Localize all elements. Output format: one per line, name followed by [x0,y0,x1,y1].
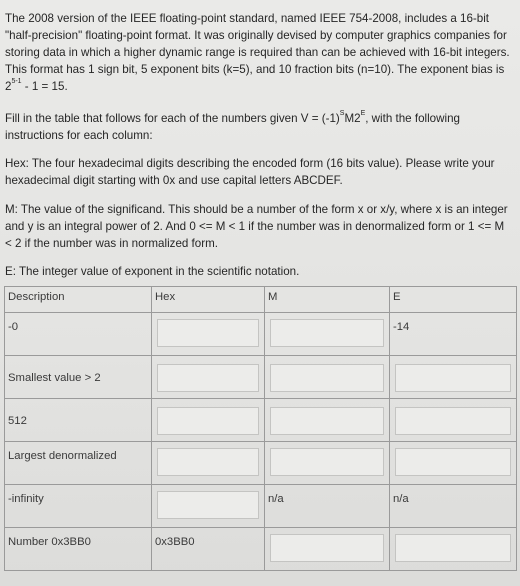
hex-cell[interactable] [152,356,265,399]
m-cell[interactable] [265,442,390,485]
e-input[interactable] [395,364,511,392]
e-input[interactable] [395,534,511,562]
e-input[interactable] [395,448,511,476]
intro-exponent: 5-1 [11,78,22,85]
description-text: Largest denormalized [8,450,117,462]
e-value: n/a [393,493,409,505]
e-cell [390,313,517,356]
description-cell [5,485,152,528]
table-row [5,313,517,356]
m-cell[interactable] [265,313,390,356]
fill-instruction [5,110,510,144]
hex-cell[interactable] [152,399,265,442]
e-input[interactable] [395,407,511,435]
fill-text: Fill in the table that follows for each of the numbers given V = (-1) [5,112,340,125]
table-row [5,356,517,399]
description-cell [5,313,152,356]
description-text: Smallest value > 2 [8,372,101,384]
exponent-superscript: E [360,110,366,117]
intro-text: The 2008 version of the IEEE floating-point standard, named IEEE 754-2008, includes a 16-bit "half-precision" floating-point format. It was originally devised by computer graphics companies for storing data in which a higher dynamic range is required than can be achieved with 16-bit integers. This format has 1 sign bit, 5 exponent bits (k=5), and 10 fraction bits (n=10). The exponent bias is 2 [5,12,510,93]
sign-superscript: S [339,110,345,117]
header-m: M [265,287,390,313]
table-row [5,399,517,442]
fill-text-mid: M2 [344,112,361,125]
fill-text-end: , with the following instructions for each column: [5,112,460,142]
e-instruction: E: The integer value of exponent in the scientific notation. [5,265,300,278]
hex-input[interactable] [157,448,259,476]
description-cell [5,528,152,571]
table-row [5,442,517,485]
e-cell[interactable] [390,356,517,399]
description-text: -0 [8,321,19,333]
hex-cell [152,528,265,571]
header-hex: Hex [152,287,265,313]
e-cell[interactable] [390,528,517,571]
m-input[interactable] [270,319,384,347]
m-cell[interactable] [265,528,390,571]
hex-instruction: Hex: The four hexadecimal digits describing the encoded form (16 bits value). Please write your hexadecimal digit starting with 0x and use capital letters ABCDEF. [5,157,495,187]
m-input[interactable] [270,364,384,392]
intro-paragraph [5,10,510,95]
table-row [5,485,517,528]
description-text: Number 0x3BB0 [8,536,91,548]
e-cell[interactable] [390,399,517,442]
description-cell [5,356,152,399]
hex-cell[interactable] [152,313,265,356]
e-value: -14 [393,321,410,333]
intro-text-end: - 1 = 15. [21,80,68,93]
hex-input[interactable] [157,407,259,435]
m-input[interactable] [270,534,384,562]
hex-input[interactable] [157,319,259,347]
header-e: E [390,287,517,313]
hex-cell[interactable] [152,442,265,485]
description-cell [5,399,152,442]
hex-value: 0x3BB0 [155,536,195,548]
m-cell [265,485,390,528]
description-text: -infinity [8,493,44,505]
m-instruction: M: The value of the significand. This should be a number of the form x or x/y, where x is an integer and y is an integral power of 2. And 0 <= M < 1 if the number was in denormalized form or 1 <= M < 2 if the number was in normalized form. [5,203,508,250]
m-value: n/a [268,493,284,505]
m-input[interactable] [270,448,384,476]
hex-cell[interactable] [152,485,265,528]
description-cell [5,442,152,485]
header-description: Description [5,287,152,313]
m-cell[interactable] [265,399,390,442]
answer-table [4,286,517,571]
table-header-row [5,287,517,313]
e-cell[interactable] [390,442,517,485]
m-input[interactable] [270,407,384,435]
table-row [5,528,517,571]
hex-input[interactable] [157,491,259,519]
e-cell [390,485,517,528]
description-text: 512 [8,415,27,427]
m-cell[interactable] [265,356,390,399]
hex-input[interactable] [157,364,259,392]
